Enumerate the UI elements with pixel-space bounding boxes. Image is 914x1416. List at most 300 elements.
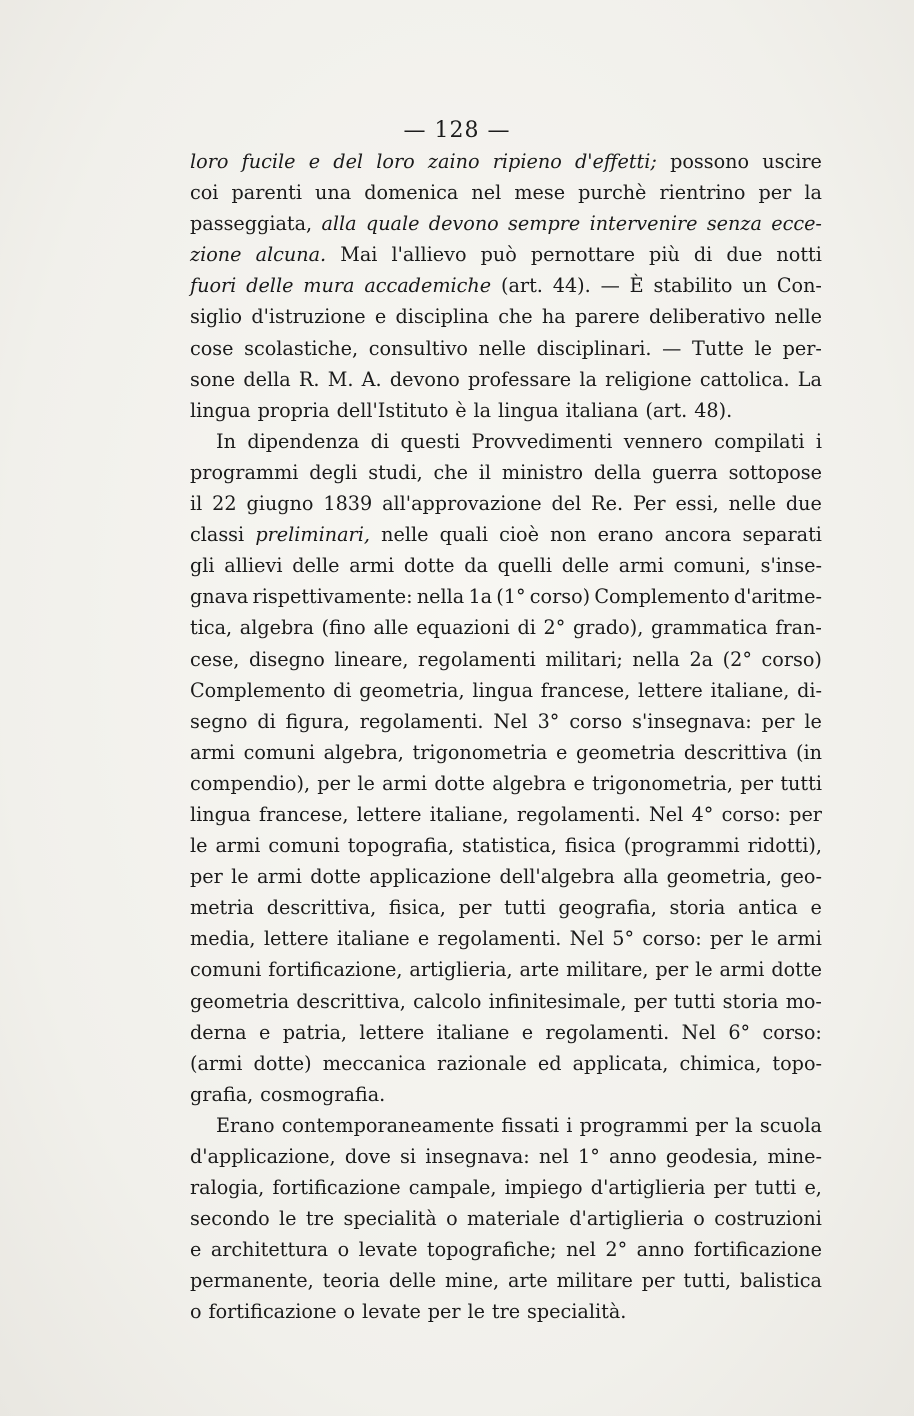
word: che (433, 460, 468, 484)
text-line (190, 1172, 822, 1203)
word: regolamenti. (545, 1020, 670, 1044)
text-line (190, 1110, 822, 1141)
word: algebra (492, 771, 567, 795)
text-line (190, 1048, 822, 1079)
word: italiana (565, 398, 639, 422)
word: allievi (224, 554, 283, 578)
word: le (695, 958, 713, 982)
word: cioè (499, 523, 539, 547)
word: antica (738, 896, 798, 920)
word: Nel (648, 802, 684, 826)
word: corso) (761, 647, 822, 671)
word: delle (561, 554, 610, 578)
word: il (478, 460, 492, 484)
word: nella (416, 585, 465, 609)
word: levate (358, 1238, 418, 1262)
text-line (190, 239, 822, 270)
word: geometria (190, 989, 290, 1013)
word: (in (795, 740, 822, 764)
word: per (713, 1176, 747, 1200)
word: tre (305, 1207, 335, 1231)
word: (armi (190, 1051, 243, 1075)
text-line (190, 581, 822, 612)
word: dotte (403, 554, 455, 578)
word: corso (569, 709, 623, 733)
word: grafia, (190, 1082, 254, 1106)
word: e, (804, 1176, 822, 1200)
word: le (357, 771, 375, 795)
word: delle (292, 554, 340, 578)
word: purchè (578, 181, 647, 205)
word: e (259, 1020, 271, 1044)
word: nel (471, 181, 502, 205)
word: 5° (612, 927, 635, 951)
page-number: — 128 — (403, 118, 511, 143)
text-line (190, 519, 822, 550)
word: le (279, 1207, 297, 1231)
word: parere (574, 305, 640, 329)
word: secondo (190, 1207, 270, 1231)
word: quelli (497, 554, 553, 578)
word: armi (776, 927, 822, 951)
word: corso: (721, 802, 781, 826)
word: per (789, 802, 822, 826)
word: per (458, 896, 492, 920)
word: di (517, 616, 536, 640)
word: due (785, 492, 822, 516)
word: uscire (762, 150, 822, 173)
word: parenti (231, 181, 302, 205)
word: lettere (359, 1020, 425, 1044)
text-line (190, 301, 822, 332)
word: e (810, 896, 822, 920)
word: disciplinari. (536, 336, 652, 360)
word: descrittiva, (266, 896, 377, 920)
word: propria (257, 398, 330, 422)
word: arte (508, 1269, 548, 1293)
word: per (633, 989, 667, 1013)
word: trigonometria (412, 740, 548, 764)
word: tutti, (683, 1269, 732, 1293)
word: della (593, 460, 642, 484)
word: e (521, 1020, 534, 1044)
text-line (190, 861, 822, 892)
word: 2° (605, 1238, 628, 1262)
word: comuni (268, 834, 340, 858)
word: per (641, 1269, 675, 1293)
word: comuni (243, 740, 315, 764)
word: di- (797, 678, 822, 702)
word: le (751, 927, 769, 951)
word: contemporaneamente (281, 1113, 495, 1137)
text-line (190, 1296, 822, 1327)
word: regolamenti. (359, 709, 484, 733)
word: (1° (496, 585, 526, 609)
word: italiane, (710, 678, 790, 702)
word: In (216, 429, 236, 453)
text-line (190, 675, 822, 706)
word: fucile (241, 150, 296, 173)
word: lingua (472, 678, 534, 702)
word: preliminari, (255, 523, 370, 547)
word: 6° (728, 1020, 751, 1044)
word: R. (298, 367, 320, 391)
word: topografia, (347, 834, 455, 858)
word: cose (190, 336, 234, 360)
word: applicazione (369, 865, 492, 889)
word: nel (538, 1145, 569, 1168)
word: un (742, 274, 767, 298)
word: teoria (322, 1269, 380, 1293)
word: ralogia, (190, 1176, 265, 1200)
word: fortificazione, (268, 958, 403, 982)
word: è (455, 398, 467, 422)
word: topo- (772, 1051, 822, 1075)
word: alla (321, 212, 357, 236)
word: dell'Istituto (336, 398, 449, 422)
word: e (190, 1238, 202, 1262)
text-line (190, 146, 822, 177)
word: s'inse- (760, 554, 822, 578)
word: militari; (545, 647, 623, 671)
word: siglio (190, 305, 243, 329)
word: l'allievo (391, 243, 467, 267)
word: descrittiva, (296, 989, 406, 1013)
word: italiane (436, 1020, 510, 1044)
text-line (190, 426, 822, 457)
word: programmi (190, 460, 299, 484)
word: rientrino (659, 181, 746, 205)
word: e (417, 927, 430, 951)
word: mo- (785, 989, 822, 1013)
word: Provvedimenti (471, 429, 613, 453)
word: Re. (591, 492, 624, 516)
word: regolamenti. (516, 802, 641, 826)
word: 1° (577, 1145, 600, 1168)
word: algebra (239, 616, 314, 640)
word: e (573, 771, 585, 795)
word: la (735, 1113, 753, 1137)
word: deliberativo (648, 305, 766, 329)
text-line (190, 923, 822, 954)
word: disciplina (395, 305, 489, 329)
word: grado), (572, 616, 644, 640)
word: razionale (437, 1051, 527, 1075)
word: d'effetti; (574, 150, 657, 173)
word: quali (439, 523, 488, 547)
word: che (498, 305, 533, 329)
word: descrittiva (683, 740, 788, 764)
word: Complemento (594, 585, 730, 609)
word: una (315, 181, 352, 205)
word: stabilito (653, 274, 733, 298)
word: il (190, 492, 203, 516)
word: militare, (566, 958, 649, 982)
word: la (473, 398, 492, 422)
word: del (551, 492, 582, 516)
word: all'approvazione (382, 492, 542, 516)
word: comuni, (673, 554, 751, 578)
word: più (649, 243, 680, 267)
word: di (693, 243, 713, 267)
word: per (427, 1300, 461, 1324)
word: (art. (645, 398, 688, 422)
word: le (467, 1300, 485, 1324)
word: programmi (579, 1113, 689, 1137)
word: Con- (776, 274, 822, 298)
word: per (710, 927, 743, 951)
word: (programmi (623, 834, 740, 858)
text-line (190, 644, 822, 675)
word: non (550, 523, 587, 547)
word: la (804, 181, 822, 205)
text-line (190, 364, 822, 395)
word: A. (361, 367, 382, 391)
word: scuola (759, 1113, 822, 1137)
text-line (190, 208, 822, 239)
word: fisica (564, 834, 616, 858)
word: o (693, 1207, 705, 1231)
word: geometria (576, 740, 676, 764)
word: 44). (552, 274, 591, 298)
word: per (761, 709, 795, 733)
text-line (190, 954, 822, 985)
word: fortificazione (693, 1238, 822, 1262)
word: sottopose (728, 460, 822, 484)
word: dove (344, 1145, 391, 1168)
word: materiale (466, 1207, 560, 1231)
word: storia (722, 989, 779, 1013)
word: le (190, 834, 208, 858)
word: topografiche; (426, 1238, 557, 1262)
word: separati (742, 523, 822, 547)
word: erano (597, 523, 654, 547)
word: tica, (190, 616, 233, 640)
word: e (308, 150, 321, 173)
word: tutti (780, 771, 822, 795)
word: e (556, 740, 568, 764)
word: italiane, (429, 802, 509, 826)
word: meccanica (322, 1051, 426, 1075)
word: o (343, 1300, 356, 1324)
word: lettere (356, 802, 422, 826)
word: (art. (500, 274, 543, 298)
word: È (629, 274, 644, 298)
word: zaino (427, 150, 480, 173)
word: francese, (258, 802, 349, 826)
word: geodesia, (665, 1145, 759, 1168)
word: mine, (444, 1269, 500, 1293)
word: le (231, 865, 249, 889)
word: lineare, (334, 647, 409, 671)
word: accademiche (364, 274, 492, 298)
word: si (400, 1145, 417, 1168)
word: consultivo (368, 336, 468, 360)
text-line (190, 177, 822, 208)
word: mese (514, 181, 566, 205)
word: notti (776, 243, 822, 267)
word: mine- (767, 1145, 822, 1168)
word: 3° (537, 709, 560, 733)
word: senza (706, 212, 762, 236)
word: nelle (478, 336, 526, 360)
word: Per (632, 492, 666, 516)
word: figura, (285, 709, 350, 733)
word: coi (190, 181, 219, 205)
text-line (190, 1079, 822, 1110)
word: Nel (493, 709, 528, 733)
word: guerra (651, 460, 718, 484)
word: metria (190, 896, 255, 920)
word: studi, (368, 460, 423, 484)
word: Erano (216, 1113, 275, 1137)
word: derna (190, 1020, 247, 1044)
word: specialità (343, 1207, 437, 1231)
word: nella (632, 647, 680, 671)
word: di (333, 678, 352, 702)
word: arte (519, 958, 560, 982)
word: 48). (694, 398, 733, 422)
word: armi (256, 865, 302, 889)
word: ancora (664, 523, 732, 547)
word: nelle (774, 305, 822, 329)
word: devono (389, 367, 460, 391)
word: Tutte (691, 336, 744, 360)
text-line (190, 612, 822, 643)
word: comuni (190, 958, 262, 982)
word: armi (719, 958, 765, 982)
word: questi (400, 429, 461, 453)
word: possono (670, 150, 750, 173)
word: le (754, 336, 772, 360)
word: lettere (263, 927, 329, 951)
word: Complemento (190, 678, 326, 702)
word: ed (537, 1051, 562, 1075)
word: La (797, 367, 822, 391)
word: — (600, 274, 620, 298)
text-line (190, 395, 822, 426)
word: tutti (754, 1176, 797, 1200)
word: armi (382, 771, 428, 795)
word: dipendenza (247, 429, 360, 453)
word: media, (190, 927, 256, 951)
word: e (374, 305, 387, 329)
text-line (190, 1234, 822, 1265)
word: fortificazione (208, 1300, 337, 1324)
word: sempre (508, 212, 581, 236)
word: patria, (282, 1020, 348, 1044)
word: fran- (775, 616, 822, 640)
word: o (190, 1300, 202, 1324)
text-line (190, 706, 822, 737)
word: dotte (310, 865, 361, 889)
word: dotte (434, 771, 485, 795)
word: per (740, 771, 774, 795)
word: domenica (364, 181, 459, 205)
word: loro (376, 150, 415, 173)
word: corso) (529, 585, 591, 609)
word: per (655, 958, 689, 982)
word: balistica (740, 1269, 822, 1293)
word: cosmografia. (260, 1082, 386, 1106)
word: armi (618, 554, 664, 578)
word: delle (388, 1269, 437, 1293)
word: (2° (722, 647, 752, 671)
word: alla (623, 865, 659, 889)
word: anno (636, 1238, 685, 1262)
text-line (190, 550, 822, 581)
word: militare (556, 1269, 633, 1293)
word: equazioni (416, 616, 510, 640)
word: infinitesimale, (488, 989, 627, 1013)
text-line (190, 892, 822, 923)
text-line (190, 799, 822, 830)
word: cattolica. (699, 367, 790, 391)
word: regolamenti (418, 647, 536, 671)
word: intervenire (589, 212, 698, 236)
word: applicata, (572, 1051, 669, 1075)
word: anno (608, 1145, 657, 1168)
word: i (566, 1113, 573, 1137)
word: 22 (212, 492, 237, 516)
word: segno (190, 709, 248, 733)
word: d'applicazione, (190, 1145, 336, 1168)
word: religione (605, 367, 692, 391)
word: costruzioni (714, 1207, 822, 1231)
word: ridotti), (747, 834, 822, 858)
word: devono (428, 212, 499, 236)
text-line (190, 270, 822, 301)
word: geo- (780, 865, 822, 889)
word: compilati (714, 429, 805, 453)
word: tutti (504, 896, 546, 920)
text-line (190, 737, 822, 768)
word: francese, (540, 678, 631, 702)
word: da (464, 554, 488, 578)
word: algebra, (323, 740, 404, 764)
word: nelle (381, 523, 429, 547)
word: armi (215, 834, 261, 858)
word: essi, (675, 492, 719, 516)
word: specialità. (527, 1300, 627, 1324)
word: Nel (569, 927, 604, 951)
word: nel (566, 1238, 596, 1262)
word: fuori (190, 274, 237, 298)
word: ripieno (492, 150, 562, 173)
word: geometria, (359, 678, 465, 702)
word: può (480, 243, 517, 267)
word: gnava (190, 585, 249, 609)
text-line (190, 830, 822, 861)
word: s'insegnava: (632, 709, 752, 733)
text-line (190, 1203, 822, 1234)
word: lettere (637, 678, 703, 702)
word: di (370, 429, 390, 453)
word: M. (327, 367, 354, 391)
word: corso: (642, 927, 702, 951)
word: permanente, (190, 1269, 314, 1293)
word: o (446, 1207, 458, 1231)
word: 1839 (323, 492, 373, 516)
word: disegno (248, 647, 325, 671)
word: dell'algebra (499, 865, 615, 889)
word: geometria, (666, 865, 772, 889)
word: — (662, 336, 682, 360)
word: insegnava: (425, 1145, 530, 1168)
text-line (190, 1141, 822, 1172)
word: chimica, (679, 1051, 762, 1075)
word: armi (349, 554, 395, 578)
